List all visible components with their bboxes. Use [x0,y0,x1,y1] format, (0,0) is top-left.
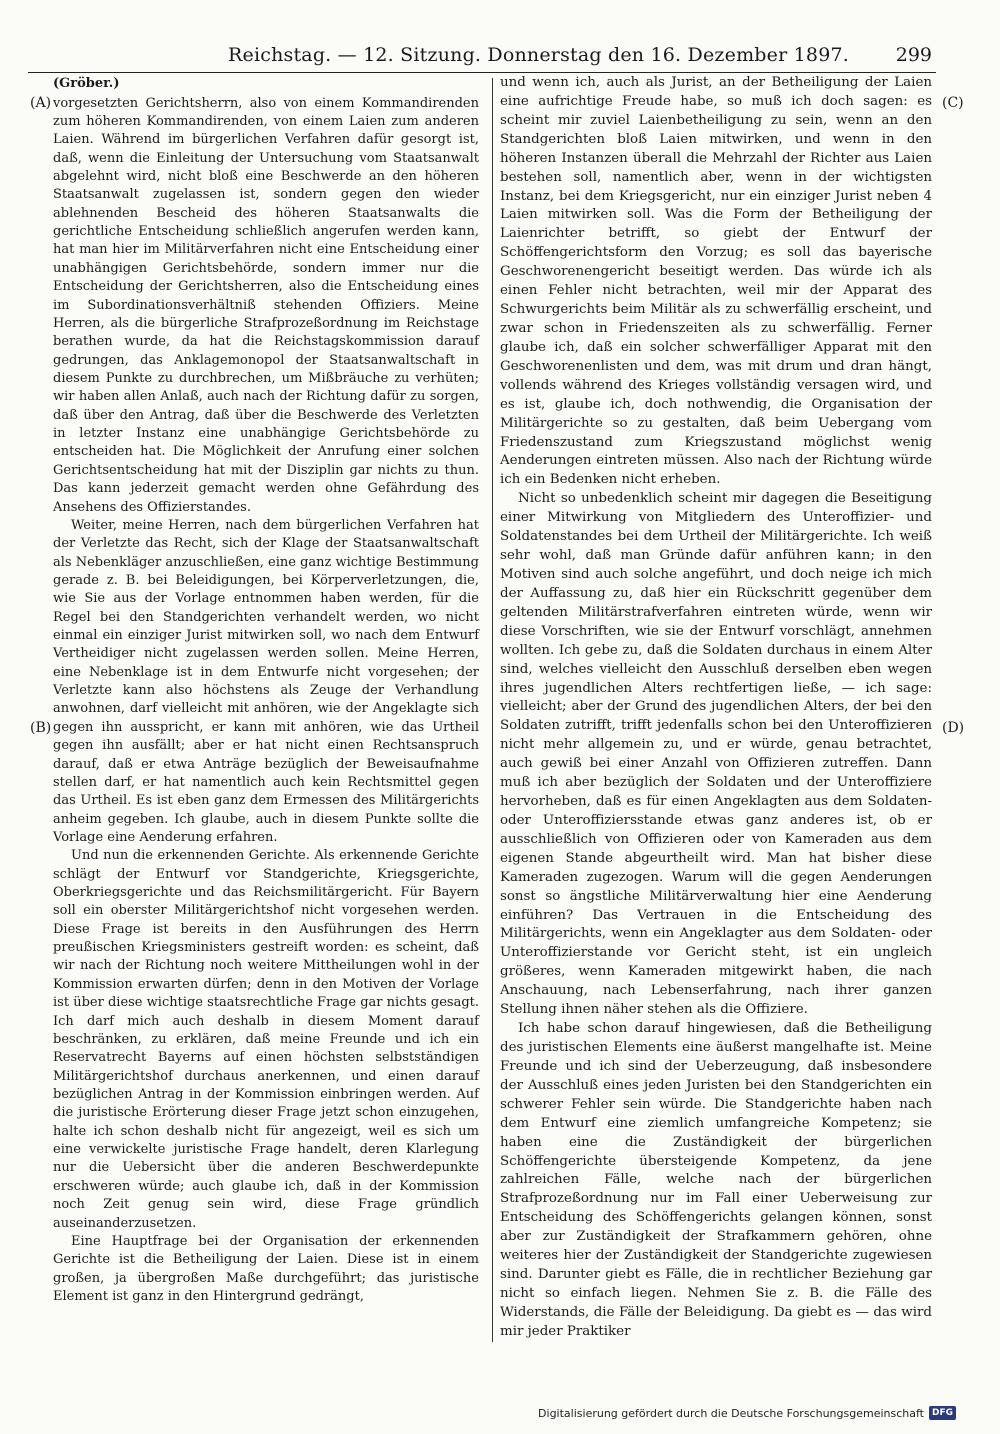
left-column [53,74,479,1306]
page-header [0,42,1000,72]
paragraph: Nicht so unbedenklich scheint mir dagegen die Beseitigung einer Mitwirkung von Mitgliedern des Unteroffizier- und Soldatenstandes bei dem Urtheil der Militärgerichte. Ich weiß sehr wohl, daß man Gründe dafür anführen kann; in den Motiven sind auch solche angeführt, und doch neige ich mich der Auffassung zu, daß hier ein Rückschritt gegenüber dem geltenden Militärstrafverfahren eintreten würde, wenn wir diese Vorschriften, wie sie der Entwurf vorschlägt, annehmen wollten. Ich gebe zu, daß die Soldaten durchaus in einem Alter sind, welches vielleicht den Ausschluß derselben eben wegen ihres jugendlichen Alters rechtfertigen ließe, — ich sage: vielleicht; aber der Grund des jugendlichen Alters, der bei den Soldaten zutrifft, trifft jedenfalls schon bei den Unteroffizieren nicht mehr allgemein zu, und er würde, genau betrachtet, auch gewiß bei einer Anzahl von Offizieren zutreffen. Dann muß ich aber bezüglich der Soldaten und der Unteroffiziere hervorheben, daß es für einen Angeklagten aus dem Soldaten- oder Unteroffiziersstande etwas ganz anderes ist, ob er ausschließlich von Offizieren oder von Kameraden aus dem eigenen Stande abgeurtheilt wird. Man hat bisher diese Kameraden zugezogen. Warum will die gegen Aenderungen sonst so ängstliche Militärverwaltung hier eine Aenderung einführen? Das Vertrauen in die Entscheidung des Militärgerichts, wenn ein Angeklagter aus dem Soldaten- oder Unteroffizierstande vor Gericht steht, ist ein ungleich größeres, wenn Kameraden mitgewirkt haben, die nach Anschauung, nach Lebenserfahrung, nach ihrer ganzen Stellung ihnen näher stehen als die Offiziere. [500,491,932,1018]
paragraph: und wenn ich, auch als Jurist, an der Betheiligung der Laien eine aufrichtige Freude habe, so muß ich doch sagen: es scheint mir zuviel Laienbetheiligung zu sein, wenn an den Standgerichten bloß Laien mitwirken, und wenn in den höheren Instanzen überall die Mehrzahl der Richter aus Laien bestehen soll, namentlich aber, wenn in der wichtigsten Instanz, bei dem Kriegsgericht, nur ein einziger Jurist neben 4 Laien mitwirken soll. Was die Form der Betheiligung der Laienrichter betrifft, so giebt der Entwurf der Schöffengerichtsform den Vorzug; es soll das bayerische Geschworenengericht beseitigt werden. Das würde ich als einen Fehler nicht betrachten, weil mir der Apparat des Schwurgerichts beim Militär als zu schwerfällig erscheint, und zwar schon in Friedenszeiten als zu schwerfällig. Ferner glaube ich, daß ein solcher schwerfälliger Apparat mit den Geschworenenlisten und dem, was mit drum und dran hängt, vollends während des Krieges vollständig versagen wird, und es ist, glaube ich, doch nothwendig, die Organisation der Militärgerichte so zu gestalten, daß beim Uebergang vom Friedenszustand zum Kriegszustand möglichst wenig Aenderungen eintreten müssen. Also nach der Richtung würde ich ein Bedenken nicht erheben. [500,75,932,488]
paragraph: Und nun die erkennenden Gerichte. Als erkennende Gerichte schlägt der Entwurf vor Standgerichte, Kriegsgerichte, Oberkriegsgerichte und das Reichsmilitärgericht. Für Bayern soll ein oberster Militärgerichtshof nicht vorgesehen werden. Diese Frage ist bereits in den Ausführungen des Herrn preußischen Kriegsministers gestreift worden: es scheint, daß wir nach der Richtung noch weitere Mittheilungen wohl in der Kommission erwarten dürfen; denn in den Motiven der Vorlage ist über diese wichtige staatsrechtliche Frage gar nichts gesagt. Ich darf mich auch deshalb in diesem Moment darauf beschränken, zu erklären, daß meine Freunde und ich ein Reservatrecht Bayerns auf einen höchsten selbstständigen Militärgerichtshof durchaus anerkennen, und einen darauf bezüglichen Antrag in der Kommission einbringen werden. Auf die juristische Erörterung dieser Frage jetzt schon einzugehen, halte ich schon deshalb nicht für angezeigt, weil es sich um eine verwickelte juristische Frage handelt, deren Klarlegung nur die Uebersicht über die anderen Beschwerdepunkte erschweren würde; auch glaube ich, daß in der Kommission noch Zeit genug sein wird, diese Frage gründlich auseinanderzusetzen. [53,848,479,1231]
paragraph: vorgesetzten Gerichtsherrn, also von einem Kommandirenden zum höheren Kommandirenden, von einem Laien zum anderen Laien. Während im bürgerlichen Verfahren dafür gesorgt ist, daß, wenn die Einleitung der Untersuchung vom Staatsanwalt abgelehnt wird, nicht bloß eine Beschwerde an den höheren Staatsanwalt zugelassen ist, sondern gegen den wieder ablehnenden Bescheid des höheren Staatsanwalts die gerichtliche Entscheidung schließlich angerufen werden kann, hat man hier im Militärverfahren nicht eine Entscheidung einer unabhängigen Gerichtsbehörde, sondern immer nur die Entscheidung der Gerichtsherren, also die Entscheidung eines im Subordinationsverhältniß stehenden Offiziers. Meine Herren, als die bürgerliche Strafprozeßordnung im Reichstage berathen wurde, da hat die Reichstagskommission darauf gedrungen, das Anklagemonopol der Staatsanwaltschaft in diesem Punkte zu durchbrechen, um Mißbräuche zu verhüten; wir haben allen Anlaß, auch nach der Richtung dafür zu sorgen, daß über den Antrag, daß über die Beschwerde des Verletzten in letzter Instanz eine unabhängige Gerichtsbehörde zu entscheiden hat. Die Möglichkeit der Anrufung einer solchen Gerichtsentscheidung hat mit der Disziplin gar nichts zu thun. Das kann jederzeit gemacht werden ohne Gefährdung des Ansehens des Offizierstandes. [53,95,479,515]
margin-marker-b: (B) [30,720,52,736]
margin-marker-c: (C) [942,95,964,111]
margin-marker-d: (D) [942,720,965,736]
right-column [500,74,932,1342]
running-title: Reichstag. — 12. Sitzung. Donnerstag den 16. Dezember 1897. [228,44,850,66]
paragraph: Ich habe schon darauf hingewiesen, daß die Betheiligung des juristischen Elements eine äußerst mangelhafte ist. Meine Freunde und ich sind der Ueberzeugung, daß insbesondere der Ausschluß eines jeden Juristen bei den Standgerichten ein schwerer Fehler sein würde. Die Standgerichte haben nach dem Entwurf eine ziemlich umfangreiche Kompetenz; sie haben eine die Zuständigkeit der bürgerlichen Schöffengerichte übersteigende Kompetenz, da jene zahlreichen Fälle, welche nach der bürgerlichen Strafprozeßordnung nur im Fall einer Ueberweisung zur Entscheidung des Schöffengerichts gelangen können, sonst aber zur Zuständigkeit der Strafkammern gehören, ohne weiteres hier der Zuständigkeit der Standgerichte zugewiesen sind. Darunter giebt es Fälle, die in rechtlicher Beziehung gar nicht so einfach liegen. Nehmen Sie z. B. die Fälle des Widerstands, die Fälle der Beleidigung. Da giebt es — das wird mir jeder Praktiker [500,1021,932,1339]
dfg-logo: DFG [929,1406,956,1420]
header-rule [28,72,936,73]
digitization-credit [538,1406,956,1420]
credit-text: Digitalisierung gefördert durch die Deutsche Forschungsgemeinschaft [538,1406,924,1420]
column-divider [492,78,493,1342]
paragraph: Weiter, meine Herren, nach dem bürgerlichen Verfahren hat der Verletzte das Recht, sich der Klage der Staatsanwaltschaft als Nebenkläger anzuschließen, eine ganz wichtige Bestimmung gerade z. B. bei Beleidigungen, bei Körperverletzungen, die, wie Sie aus der Vorlage entnommen haben werden, für die Regel bei den Standgerichten verhandelt werden, wo nicht einmal ein einziger Jurist mitwirken soll, wo nach dem Entwurf Vertheidiger nicht zugelassen werden sollen. Meine Herren, eine Nebenklage ist in dem Entwurfe nicht vorgesehen; der Verletzte kann also höchstens als Zeuge der Verhandlung anwohnen, darf vielleicht mit anhören, wie der Angeklagte sich gegen ihn ausspricht, er kann mit anhören, wie das Urtheil gegen ihn ausfällt; aber er hat nicht einen Rechtsanspruch darauf, daß er etwa Anträge bezüglich der Beweisaufnahme stellen darf, er hat namentlich auch kein Rechtsmittel gegen das Urtheil. Es ist eben ganz dem Ermessen des Militärgerichts anheim gegeben. Ich glaube, auch in diesem Punkte sollte die Vorlage eine Aenderung erfahren. [53,517,479,845]
page-number: 299 [895,44,932,66]
margin-marker-a: (A) [30,95,52,111]
speaker-name: (Gröber.) [53,76,120,91]
paragraph: Eine Hauptfrage bei der Organisation der erkennenden Gerichte ist die Betheiligung der Laien. Diese ist in einem großen, ja übergroßen Maße durchgeführt; das juristische Element ist ganz in den Hintergrund gedrängt, [53,1233,479,1304]
